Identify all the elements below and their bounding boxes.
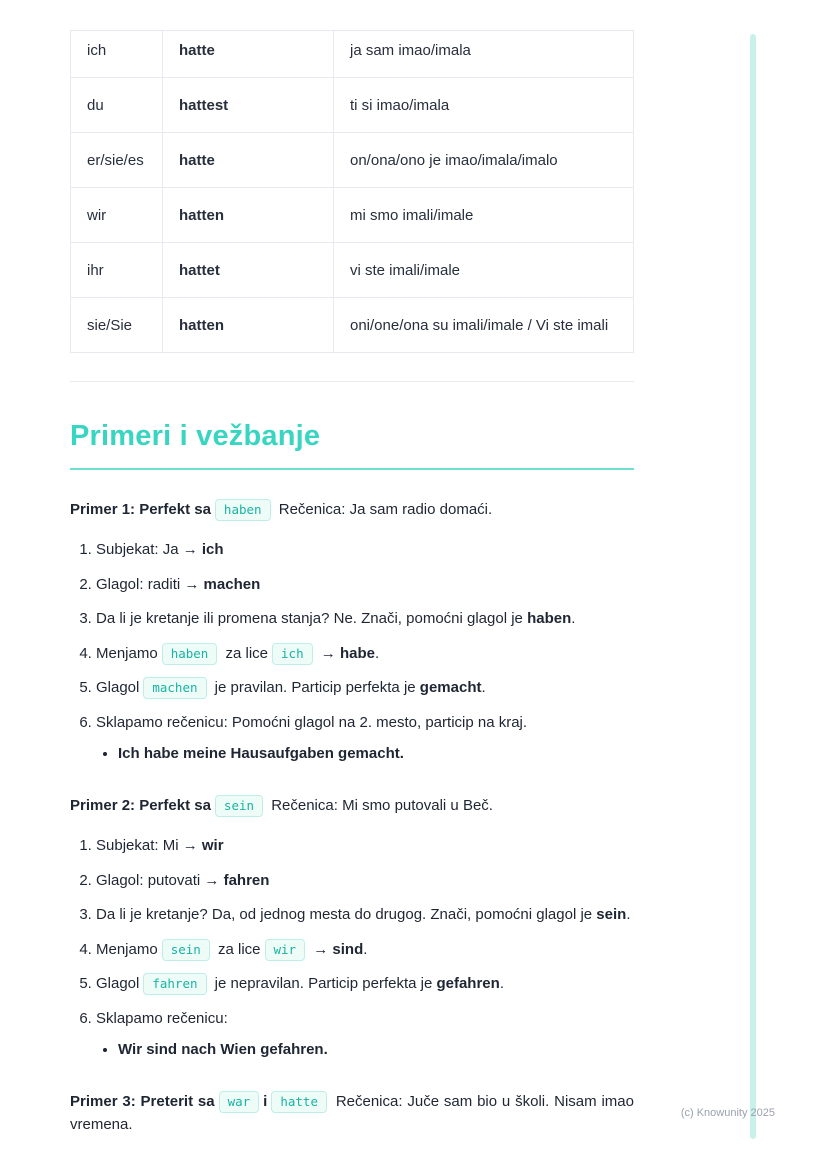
- example-1-intro: [70, 498, 634, 521]
- pronoun-cell: sie/Sie: [71, 298, 163, 353]
- text-segment: Sklapamo rečenicu: Pomoćni glagol na 2. mesto, particip na kraj.: [96, 713, 528, 731]
- result-sentence: • Ich habe meine Hausaufgaben gemacht.: [118, 743, 634, 766]
- step-item: [96, 539, 634, 562]
- translation-cell: on/ona/ono je imao/imala/imalo: [334, 133, 634, 188]
- text-segment: Subjekat: Ja →: [96, 541, 202, 559]
- pronoun-cell: ich: [71, 31, 163, 78]
- step-item: [96, 677, 634, 700]
- text-segment: sind: [332, 940, 364, 958]
- text-segment: Sklapamo rečenicu:: [96, 1009, 228, 1027]
- translation-cell: ja sam imao/imala: [334, 31, 634, 78]
- step-text: [96, 975, 504, 992]
- text-segment: .: [363, 940, 368, 958]
- section-heading: Primeri i vežbanje: [70, 420, 321, 452]
- step-item: [96, 973, 634, 996]
- translation-cell: mi smo imali/imale: [334, 188, 634, 243]
- text-segment: je nepravilan. Particip perfekta je: [210, 975, 437, 992]
- conjugation-table: [70, 30, 634, 353]
- text-segment: Menjamo: [96, 940, 158, 958]
- example-1-steps: [70, 539, 634, 766]
- text-segment: Subjekat: Mi →: [96, 837, 202, 854]
- inline-code-chip: machen: [143, 677, 206, 699]
- text-segment: Glagol: raditi →: [96, 575, 204, 593]
- table-row: [71, 188, 634, 243]
- result-sentence-list: [96, 743, 634, 766]
- text-segment: za lice: [213, 940, 261, 958]
- verb-cell: hatte: [163, 133, 334, 188]
- step-item: [96, 835, 634, 858]
- inline-code-chip: fahren: [143, 973, 206, 995]
- text-segment: →: [316, 644, 340, 662]
- step-text: [96, 837, 224, 854]
- text-segment: Primer 2: Perfekt sa: [70, 796, 211, 814]
- table-row: [71, 78, 634, 133]
- scroll-indicator[interactable]: [750, 34, 756, 1139]
- text-segment: .: [571, 610, 576, 628]
- text-segment: i: [263, 1092, 268, 1110]
- step-item: [96, 574, 634, 597]
- translation-cell: ti si imao/imala: [334, 78, 634, 133]
- verb-cell: hattet: [163, 243, 334, 298]
- inline-code-chip: hatte: [271, 1091, 327, 1113]
- verb-cell: hattest: [163, 78, 334, 133]
- text-segment: Da li je kretanje? Da, od jednog mesta do drugog. Znači, pomoćni glagol je: [96, 906, 597, 923]
- pronoun-cell: ihr: [71, 243, 163, 298]
- inline-code-chip: war: [219, 1091, 260, 1113]
- text-segment: Rečenica: Juče sam bio u školi. Nisam imao vremena.: [70, 1092, 634, 1133]
- step-item: [96, 1008, 634, 1062]
- example-2-steps: [70, 835, 634, 1062]
- result-sentence: • Wir sind nach Wien gefahren.: [118, 1039, 634, 1062]
- inline-code-chip: ich: [272, 643, 313, 665]
- example-2-intro: [70, 794, 634, 817]
- text-segment: .: [626, 906, 631, 923]
- step-item: [96, 904, 634, 927]
- text-segment: machen: [203, 575, 261, 593]
- text-segment: gemacht: [419, 679, 482, 697]
- text-segment: Glagol: [96, 975, 140, 992]
- text-segment: habe: [339, 644, 375, 662]
- verb-cell: hatten: [163, 188, 334, 243]
- copyright-footer: (c) Knowunity 2025: [680, 1107, 775, 1119]
- text-segment: .: [499, 975, 504, 992]
- text-segment: .: [374, 644, 380, 662]
- step-text: [96, 610, 575, 627]
- result-sentence-list: [96, 1039, 634, 1062]
- step-item: [96, 712, 634, 766]
- table-row: [71, 31, 634, 78]
- section-divider: [70, 381, 634, 382]
- text-segment: Glagol: putovati →: [96, 871, 224, 889]
- text-segment: Rečenica: Mi smo putovali u Beč.: [267, 796, 493, 814]
- text-segment: sein: [596, 906, 627, 923]
- step-text: [96, 872, 269, 889]
- document-content: [70, 30, 634, 1136]
- inline-code-chip: haben: [215, 499, 271, 521]
- translation-cell: oni/one/ona su imali/imale / Vi ste imali: [334, 298, 634, 353]
- translation-cell: vi ste imali/imale: [334, 243, 634, 298]
- inline-code-chip: haben: [162, 643, 218, 665]
- step-item: [96, 870, 634, 893]
- inline-code-chip: wir: [265, 939, 306, 961]
- pronoun-cell: du: [71, 78, 163, 133]
- table-row: [71, 298, 634, 353]
- inline-code-chip: sein: [162, 939, 210, 961]
- verb-cell: hatte: [163, 31, 334, 78]
- step-item: [96, 643, 634, 666]
- step-text: [96, 714, 527, 731]
- text-segment: haben: [527, 610, 572, 628]
- table-row: [71, 243, 634, 298]
- text-segment: Primer 1: Perfekt sa: [70, 501, 211, 518]
- text-segment: za lice: [221, 644, 269, 662]
- text-segment: Glagol: [96, 679, 140, 697]
- text-segment: .: [481, 679, 486, 697]
- step-item: [96, 939, 634, 962]
- text-segment: →: [309, 940, 333, 958]
- table-row: [71, 133, 634, 188]
- text-segment: Da li je kretanje ili promena stanja? Ne. Znači, pomoćni glagol je: [96, 610, 528, 628]
- text-segment: je pravilan. Particip perfekta je: [210, 679, 420, 697]
- text-segment: Menjamo: [96, 644, 158, 662]
- pronoun-cell: wir: [71, 188, 163, 243]
- text-segment: Primer 3: Preterit sa: [70, 1092, 215, 1110]
- conjugation-table-body: [71, 31, 634, 353]
- step-text: [96, 645, 379, 662]
- step-text: [96, 541, 224, 558]
- step-item: [96, 608, 634, 631]
- example-3-intro: [70, 1090, 634, 1137]
- text-segment: gefahren: [436, 975, 500, 992]
- step-text: [96, 679, 486, 696]
- step-text: [96, 576, 260, 593]
- text-segment: wir: [201, 837, 224, 854]
- step-text: [96, 906, 630, 923]
- step-text: [96, 941, 367, 958]
- step-text: [96, 1010, 228, 1027]
- heading-underline: [70, 468, 634, 470]
- text-segment: ich: [201, 541, 224, 559]
- inline-code-chip: sein: [215, 795, 263, 817]
- text-segment: Rečenica: Ja sam radio domaći.: [274, 501, 493, 518]
- verb-cell: hatten: [163, 298, 334, 353]
- text-segment: fahren: [223, 871, 270, 889]
- pronoun-cell: er/sie/es: [71, 133, 163, 188]
